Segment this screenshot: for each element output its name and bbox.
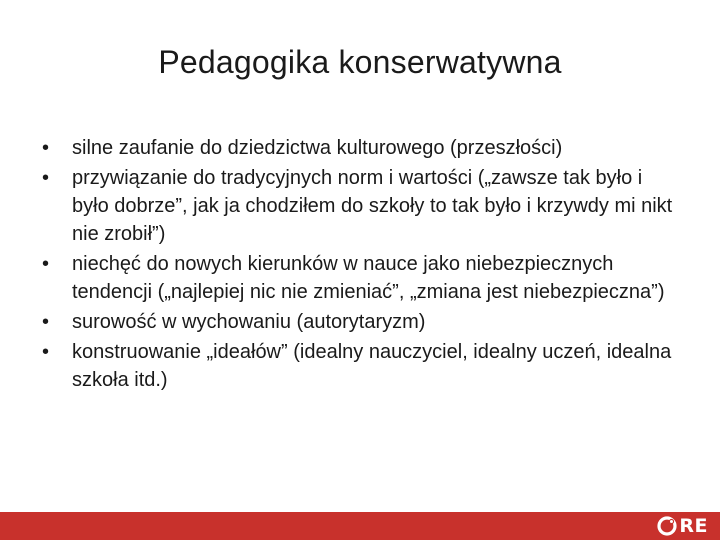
bullet-text: surowość w wychowaniu (autorytaryzm) [72,311,426,333]
bullet-text: konstruowanie „ideałów” (idealny nauczyciel, idealny uczeń, idealna szkoła itd.) [72,341,672,391]
bullet-item [40,308,680,336]
bullet-marker: • [42,167,50,189]
bullet-marker: • [42,137,50,159]
bullet-item [40,338,680,394]
bullet-text: przywiązanie do tradycyjnych norm i wartości („zawsze tak było i było dobrze”, jak ja chodziłem do szkoły to tak było i krzywdy mi nikt nie zrobił”) [72,167,673,245]
ore-logo-text: RE [679,515,708,537]
bullet-text: niechęć do nowych kierunków w nauce jako niebezpiecznych tendencji („najlepiej nic nie zmieniać”, „zmiana jest niebezpieczna”) [72,253,665,303]
ore-logo-icon [656,515,678,537]
bullet-marker: • [42,341,50,363]
ore-logo [656,515,708,537]
bullet-item [40,164,680,248]
bullet-list [40,134,680,396]
bullet-item [40,250,680,306]
bullet-marker: • [42,253,50,275]
footer-band [0,512,720,540]
bullet-item [40,134,680,162]
slide-title: Pedagogika konserwatywna [158,44,562,80]
bullet-text: silne zaufanie do dziedzictwa kulturowego (przeszłości) [72,137,563,159]
bullet-marker: • [42,311,50,333]
